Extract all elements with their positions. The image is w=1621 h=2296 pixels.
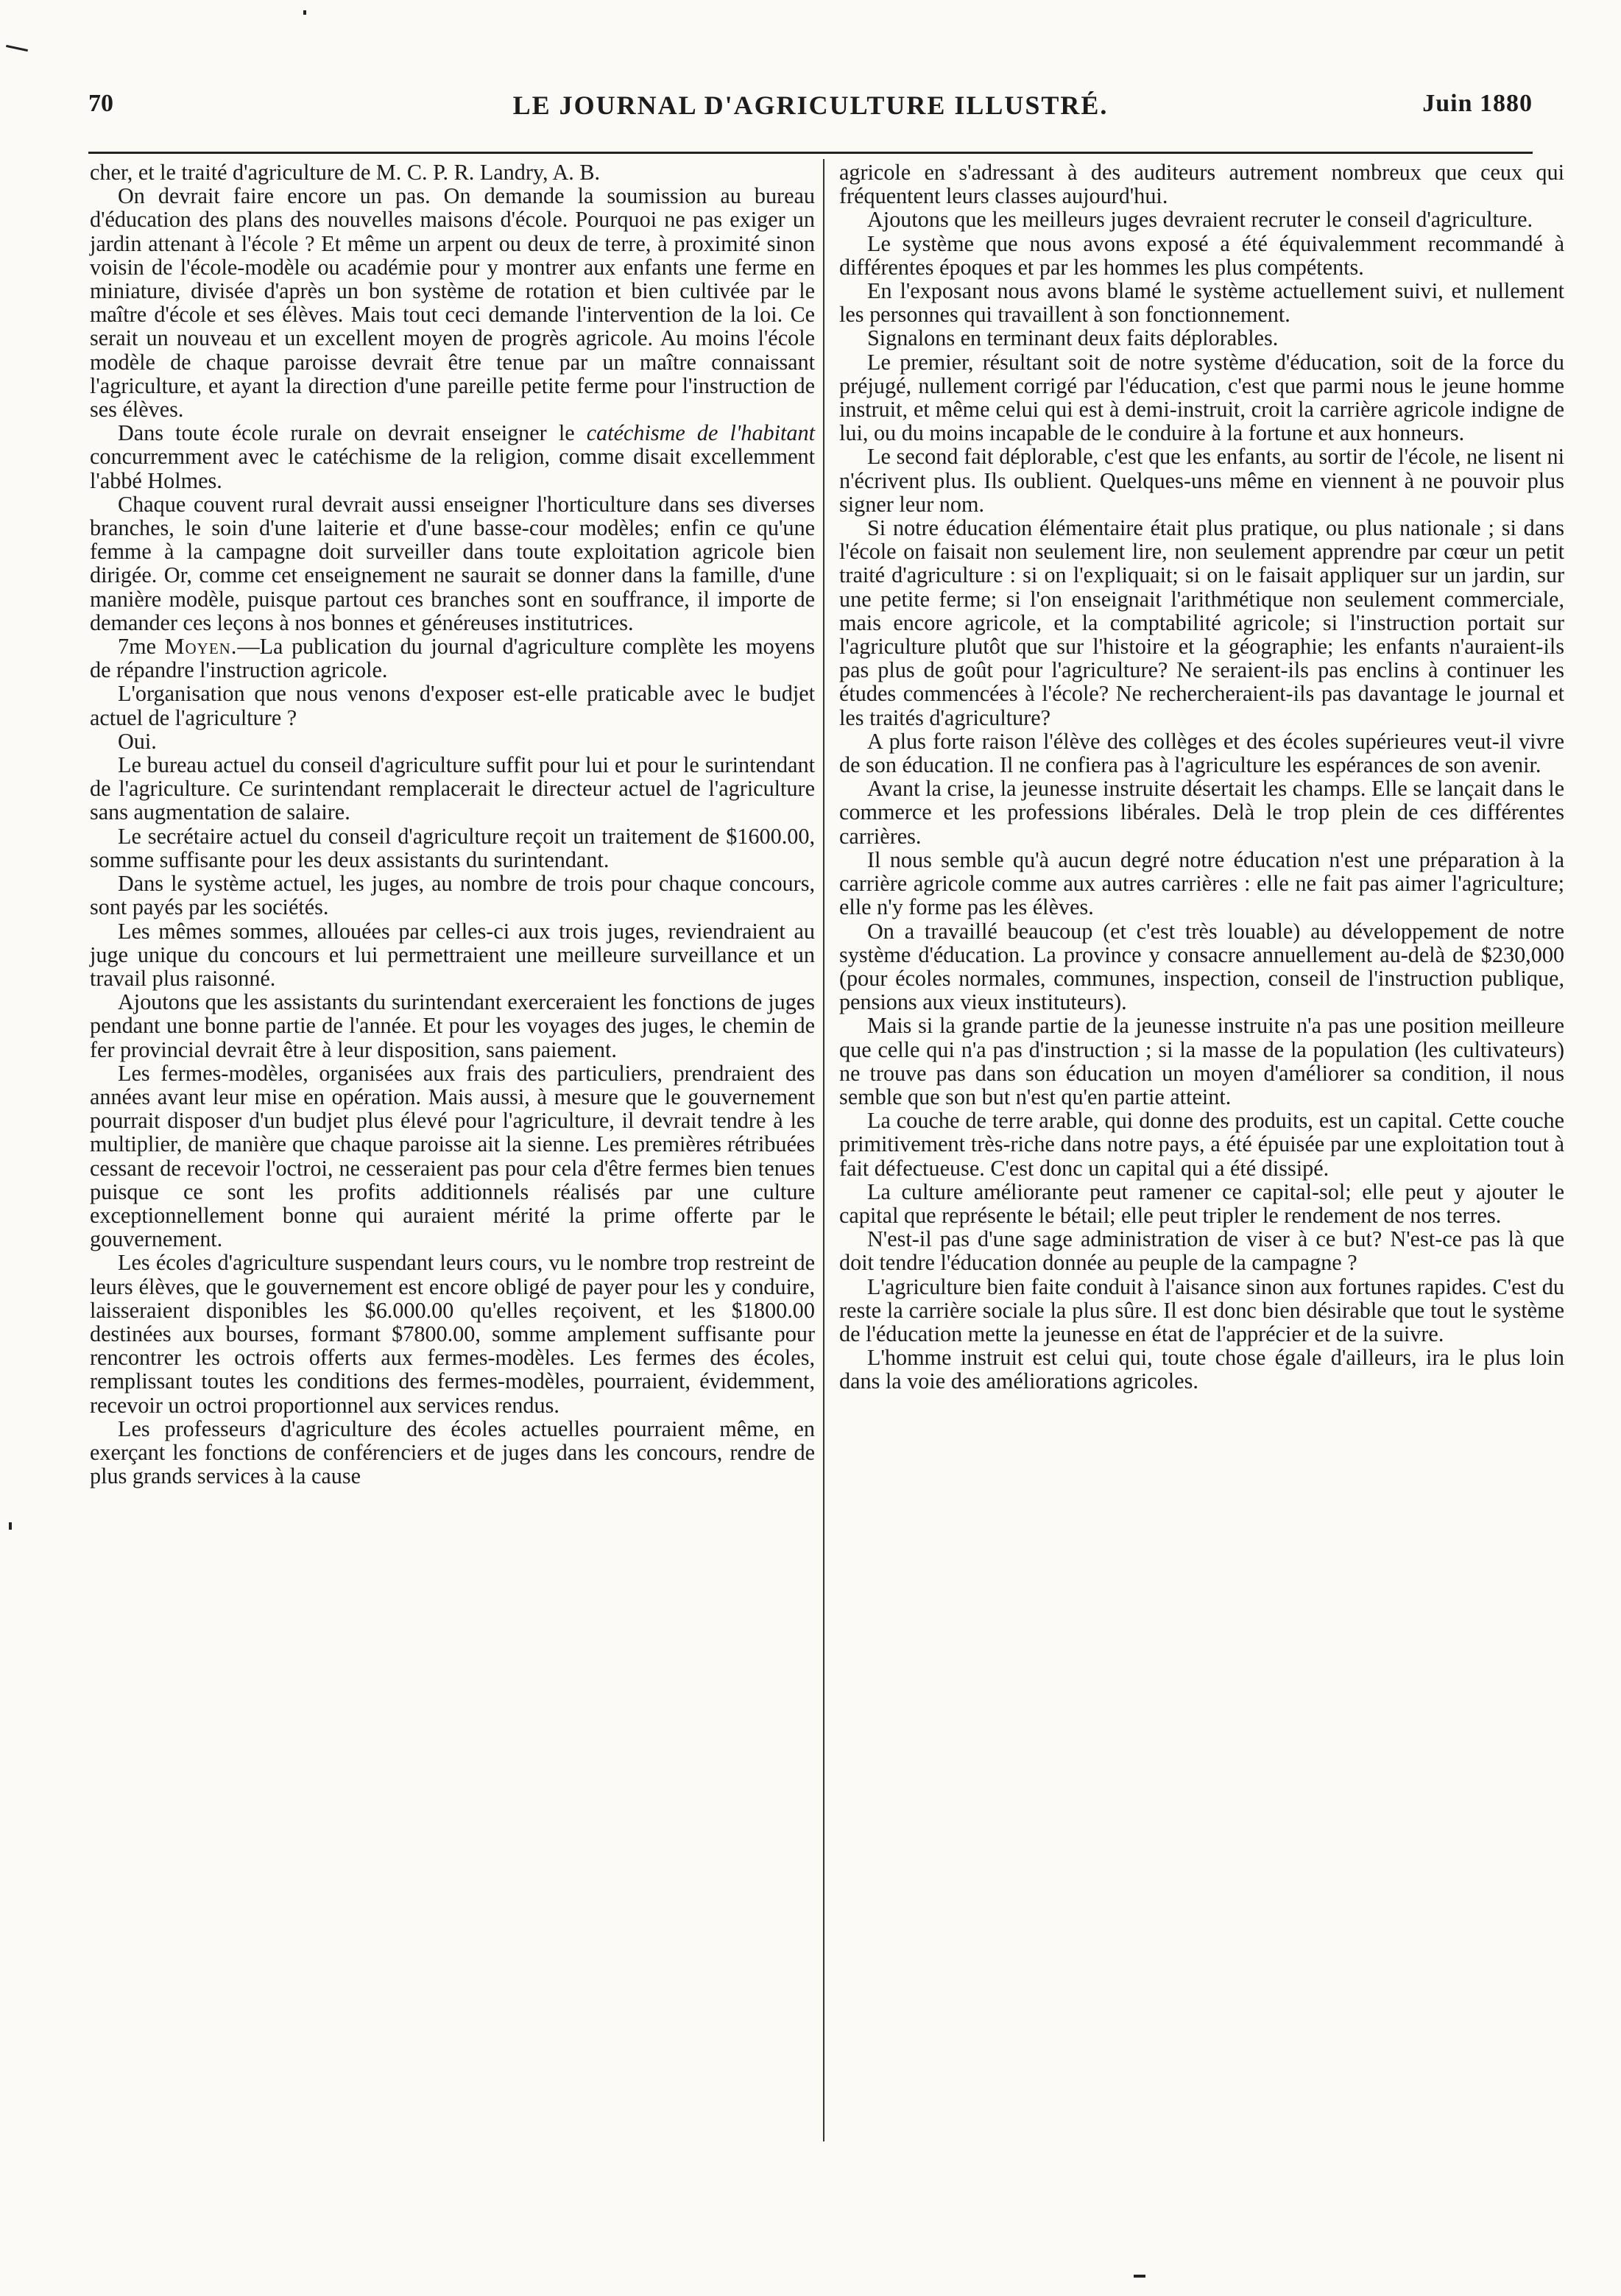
paragraph	[90, 421, 815, 492]
section-label: Moyen.	[164, 634, 238, 660]
scan-speck	[9, 1522, 12, 1530]
page-header	[88, 90, 1533, 131]
paragraph: L'agriculture bien faite conduit à l'aisance sinon aux fortunes rapides. C'est du reste la carrière sociale la plus sûre. Il est donc bien désirable que tout le système de l'éducation mette la jeunesse en état de l'apprécier et de la suivre.	[839, 1274, 1564, 1346]
paragraph: Les écoles d'agriculture suspendant leurs cours, vu le nombre trop restreint de leurs élèves, que le gouvernement est encore obligé de payer pour les y conduire, laisseraient disponibles les $6.000.00 qu'elles reçoivent, et les $1800.00 destinées aux bourses, formant $7800.00, somme amplement suffisante pour rencontrer les octrois offerts aux fermes-modèles. Les fermes des écoles, remplissant toutes les conditions des fermes-modèles, pourraient, évidemment, recevoir un octroi proportionnel aux services rendus.	[90, 1250, 815, 1418]
paragraph: Les professeurs d'agriculture des écoles actuelles pourraient même, en exerçant les fonctions de conférenciers et de juges dans les concours, rendre de plus grands services à la cause	[90, 1416, 815, 1489]
paragraph: La culture améliorante peut ramener ce capital-sol; elle peut y ajouter le capital que représente le bétail; elle peut tripler le rendement de nos terres.	[839, 1179, 1564, 1228]
paragraph: agricole en s'adressant à des auditeurs autrement nombreux que ceux qui fréquentent leurs classes aujourd'hui.	[839, 160, 1564, 209]
paragraph: Le système que nous avons exposé a été équivalemment recommandé à différentes époques et par les hommes les plus compétents.	[839, 230, 1564, 280]
paragraph: L'organisation que nous venons d'exposer est-elle praticable avec le budjet actuel de l'agriculture ?	[90, 681, 815, 730]
paragraph: Mais si la grande partie de la jeunesse instruite n'a pas une position meilleure que celle qui n'a pas d'instruction ; si la masse de la population (les cultivateurs) ne trouve pas dans son éducation un moyen d'améliorer sa condition, il nous semble que son but n'est qu'en partie atteint.	[839, 1013, 1564, 1109]
paragraph	[90, 635, 815, 682]
paragraph: Le second fait déplorable, c'est que les enfants, au sortir de l'école, ne lisent ni n'écrivent plus. Ils oublient. Quelques-uns même en viennent à ne pouvoir plus signer leur nom.	[839, 444, 1564, 517]
header-rule	[88, 152, 1533, 154]
paragraph: Il nous semble qu'à aucun degré notre éducation n'est une préparation à la carrière agricole comme aux autres carrières : elle ne fait pas aimer l'agriculture; elle n'y forme pas les élèves.	[839, 847, 1564, 920]
scan-speck	[303, 10, 306, 15]
left-column	[90, 160, 815, 1488]
paragraph: Le secrétaire actuel du conseil d'agriculture reçoit un traitement de $1600.00, somme suffisante pour les deux assistants du surintendant.	[90, 823, 815, 872]
paragraph: On a travaillé beaucoup (et c'est très louable) au développement de notre système d'éducation. La province y consacre annuellement au-delà de $230,000 (pour écoles normales, communes, inspection, conseil de l'instruction publique, pensions aux vieux instituteurs).	[839, 918, 1564, 1015]
scan-speck	[1134, 2275, 1145, 2278]
scan-speck	[6, 45, 28, 52]
paragraph: Le premier, résultant soit de notre système d'éducation, soit de la force du préjugé, nullement corrigé par l'éducation, c'est que parmi nous le jeune homme instruit, et même celui qui est à demi-instruit, croit la carrière agricole indigne de lui, ou du moins incapable de le conduire à la fortune et aux honneurs.	[839, 349, 1564, 446]
paragraph: cher, et le traité d'agriculture de M. C. P. R. Landry, A. B.	[90, 160, 601, 185]
paragraph: Le bureau actuel du conseil d'agriculture suffit pour lui et pour le surintendant de l'agriculture. Ce surintendant remplacerait le directeur actuel de l'agriculture sans augmentation de salaire.	[90, 752, 815, 825]
column-divider	[823, 159, 824, 2141]
paragraph: En l'exposant nous avons blamé le système actuellement suivi, et nullement les personnes qui travaillent à son fonctionnement.	[839, 278, 1564, 328]
text-run: Dans toute école rurale on devrait enseigner le	[118, 420, 587, 446]
paragraph: L'homme instruit est celui qui, toute chose égale d'ailleurs, ira le plus loin dans la voie des améliorations agricoles.	[839, 1345, 1564, 1394]
journal-title: LE JOURNAL D'AGRICULTURE ILLUSTRÉ.	[512, 91, 1109, 120]
text-run: concurremment avec le catéchisme de la religion, comme disait excellemment l'abbé Holmes.	[90, 444, 815, 493]
text-run: —La publication du journal d'agriculture complète les moyens de répandre l'instruction agricole.	[90, 634, 815, 683]
paragraph: Ajoutons que les meilleurs juges devraient recruter le conseil d'agriculture.	[867, 207, 1533, 233]
paragraph: Si notre éducation élémentaire était plus pratique, ou plus nationale ; si dans l'école on faisait non seulement lire, non seulement apprendre par cœur un petit traité d'agriculture : si on l'expliquait; si on le faisait appliquer sur un jardin, sur une petite ferme; si l'on enseignait l'arithmétique non seulement commerciale, mais encore agricole, et la comptabilité agricole; si l'instruction portait sur l'agriculture plutôt que sur l'histoire et la géographie; les enfants n'auraient-ils pas plus de goût pour l'agriculture? Ne seraient-ils pas enclins à continuer les études commencées à l'école? Ne rechercheraient-ils pas davantage le journal et les traités d'agriculture?	[839, 515, 1564, 730]
paragraph: N'est-il pas d'une sage administration de viser à ce but? N'est-ce pas là que doit tendre l'éducation donnée au peuple de la campagne ?	[839, 1226, 1564, 1276]
paragraph: Les fermes-modèles, organisées aux frais des particuliers, prendraient des années avant leur mise en opération. Mais aussi, à mesure que le gouvernement pourrait disposer d'un budjet plus élevé pour l'agriculture, il devrait tendre à les multiplier, de manière que chaque paroisse ait la sienne. Les premières rétribuées cessant de recevoir l'octroi, ne cesseraient pas pour cela d'être fermes bien tenues puisque ce sont les profits additionnels réalisés par une culture exceptionnellement bonne qui auraient mérité la prime offerte par le gouvernement.	[90, 1060, 815, 1252]
paragraph: La couche de terre arable, qui donne des produits, est un capital. Cette couche primitivement très-riche dans notre pays, a été épuisée par une exploitation tout à fait défectueuse. C'est donc un capital qui a été dissipé.	[839, 1108, 1564, 1181]
right-column	[839, 160, 1564, 1394]
paragraph: On devrait faire encore un pas. On demande la soumission au bureau d'éducation des plans des nouvelles maisons d'école. Pourquoi ne pas exiger un jardin attenant à l'école ? Et même un arpent ou deux de terre, à proximité sinon voisin de l'école-modèle ou académie pour y montrer aux enfants une ferme en miniature, divisée d'après un bon système de rotation et bien cultivée par le maître d'école et ses élèves. Mais tout ceci demande l'intervention de la loi. Ce serait un nouveau et un excellent moyen de progrès agricole. Au moins l'école modèle de chaque paroisse devrait être tenue par un maître connaissant l'agriculture, et ayant la direction d'une pareille petite ferme pour l'instruction de ses élèves.	[90, 183, 815, 423]
paragraph: Ajoutons que les assistants du surintendant exerceraient les fonctions de juges pendant une bonne partie de l'année. Et pour les voyages des juges, le chemin de fer provincial devrait être à leur disposition, sans paiement.	[90, 989, 815, 1062]
paragraph: Les mêmes sommes, allouées par celles-ci aux trois juges, reviendraient au juge unique du concours et lui permettraient une meilleure surveillance et un travail plus raisonné.	[90, 918, 815, 991]
italic-title: catéchisme de l'habitant	[586, 420, 815, 446]
paragraph: Avant la crise, la jeunesse instruite désertait les champs. Elle se lançait dans le commerce et les professions libérales. Delà le trop plein de ces différentes carrières.	[839, 776, 1564, 849]
text-run: 7me	[118, 634, 165, 660]
paragraph: Chaque couvent rural devrait aussi enseigner l'horticulture dans ses diverses branches, le soin d'une laiterie et d'une basse-cour modèles; enfin ce qu'une femme à la campagne doit surveiller dans toute exploitation agricole bien dirigée. Or, comme cet enseignement ne saurait se donner dans la famille, d'une manière modèle, puisque partout ces branches sont en souffrance, il importe de demander ces leçons à nos bonnes et généreuses institutrices.	[90, 491, 815, 635]
paragraph: Oui.	[118, 728, 157, 754]
paragraph: A plus forte raison l'élève des collèges et des écoles supérieures veut-il vivre de son éducation. Il ne confiera pas à l'agriculture les espérances de son avenir.	[839, 728, 1564, 778]
paragraph: Dans le système actuel, les juges, au nombre de trois pour chaque concours, sont payés par les sociétés.	[90, 871, 815, 920]
issue-date: Juin 1880	[1422, 90, 1533, 117]
paragraph: Signalons en terminant deux faits déplorables.	[867, 325, 1279, 351]
page-number: 70	[88, 90, 113, 117]
